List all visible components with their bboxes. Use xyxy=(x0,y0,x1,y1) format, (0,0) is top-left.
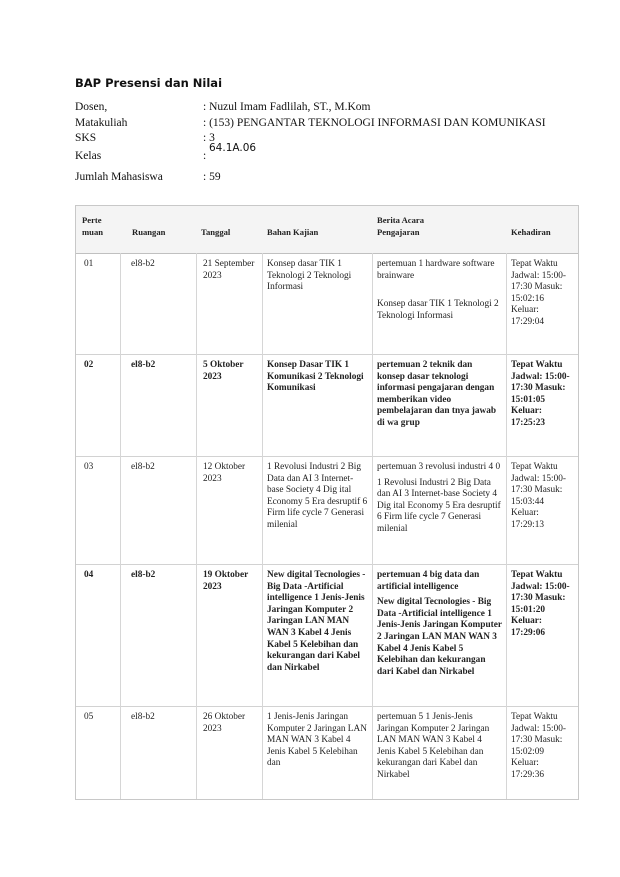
cell-pertemuan: 05 xyxy=(84,712,94,722)
sks-label: SKS xyxy=(75,132,97,144)
table-row xyxy=(76,253,578,355)
table-header xyxy=(76,206,578,254)
dosen-value: : Nuzul Imam Fadlilah, ST., M.Kom xyxy=(203,101,371,113)
cell-berita-acara xyxy=(372,354,506,456)
cell-bahan-kajian: 1 Jenis-Jenis Jaringan Komputer 2 Jaringan LAN MAN WAN 3 Kabel 4 Jenis Kabel 5 Kelebihan dan xyxy=(262,706,372,799)
berita-text: pertemuan 1 hardware software brainware xyxy=(377,259,495,281)
cell-pertemuan: 01 xyxy=(84,259,94,269)
cell-tanggal: 21 September 2023 xyxy=(196,253,262,354)
cell-bahan-kajian: New digital Tecnologies - Big Data -Artificial intelligence 1 Jenis-Jenis Jaringan Komputer 2 Jaringan LAN MAN WAN 3 Kabel 4 Jenis Kabel 5 Kelebihan dan kekurangan dari Kabel dan Nirkabel xyxy=(262,564,372,706)
cell-tanggal: 26 Oktober 2023 xyxy=(196,706,262,799)
header-pertemuan-line1: Perte xyxy=(82,215,102,225)
cell-pertemuan: 04 xyxy=(84,570,94,580)
cell-berita-acara xyxy=(372,706,506,799)
cell-pertemuan: 02 xyxy=(84,360,94,370)
header-bahan-kajian: Bahan Kajian xyxy=(267,227,319,237)
header-pertemuan-line2: muan xyxy=(82,227,104,237)
table-row xyxy=(76,456,578,565)
cell-berita-acara xyxy=(372,564,506,706)
cell-tanggal: 19 Oktober 2023 xyxy=(196,564,262,706)
cell-ruangan: el8-b2 xyxy=(120,456,196,564)
cell-berita-acara xyxy=(372,456,506,564)
header-tanggal: Tanggal xyxy=(201,227,231,237)
cell-bahan-kajian: 1 Revolusi Industri 2 Big Data dan AI 3 Internet-base Society 4 Dig ital Economy 5 Era desruptif 6 Firm life cycle 7 Generasi milenial xyxy=(262,456,372,564)
berita-text-detail: New digital Tecnologies - Big Data -Artificial intelligence 1 Jenis-Jenis Jaringan Komputer 2 Jaringan LAN MAN WAN 3 Kabel 4 Jenis Kabel 5 Kelebihan dan kekurangan dari Kabel dan Nirkabel xyxy=(377,597,502,677)
sks-value: : 3 xyxy=(203,132,215,144)
table-row xyxy=(76,564,578,707)
cell-tanggal: 5 Oktober 2023 xyxy=(196,354,262,456)
kelas-label: Kelas xyxy=(75,150,102,162)
jumlah-value: : 59 xyxy=(203,171,221,183)
cell-berita-acara xyxy=(372,253,506,354)
cell-ruangan: el8-b2 xyxy=(120,253,196,354)
berita-text: pertemuan 5 1 Jenis-Jenis Jaringan Komputer 2 Jaringan LAN MAN WAN 3 Kabel 4 Jenis Kabel 5 Kelebihan dan kekurangan dari Kabel dan Nirkabel xyxy=(377,712,490,780)
berita-text-detail: 1 Revolusi Industri 2 Big Data dan AI 3 Internet-base Society 4 Dig ital Economy 5 Era desruptif 6 Firm life cycle 7 Generasi milenial xyxy=(377,477,501,534)
cell-bahan-kajian: Konsep dasar TIK 1 Teknologi 2 Teknologi Informasi xyxy=(262,253,372,354)
berita-text-detail: Konsep dasar TIK 1 Teknologi 2 Teknologi Informasi xyxy=(377,299,499,321)
table-row xyxy=(76,706,578,799)
jumlah-label: Jumlah Mahasiswa xyxy=(75,171,163,183)
berita-text: pertemuan 3 revolusi industri 4 0 xyxy=(377,462,501,472)
header-ruangan: Ruangan xyxy=(132,227,166,237)
cell-ruangan: el8-b2 xyxy=(120,706,196,799)
berita-text: pertemuan 2 teknik dan konsep dasar teknologi informasi pengajaran dengan memberikan video pembelajaran dan tnya jawab di wa grup xyxy=(377,360,497,428)
header-kehadiran: Kehadiran xyxy=(511,227,551,237)
cell-kehadiran: Tepat Waktu Jadwal: 15:00-17:30 Masuk: 15:02:09 Keluar: 17:29:36 xyxy=(506,706,578,799)
kelas-code: 64.1A.06 xyxy=(209,142,257,154)
presensi-table xyxy=(75,205,579,800)
cell-kehadiran: Tepat Waktu Jadwal: 15:00-17:30 Masuk: 15:03:44 Keluar: 17:29:13 xyxy=(506,456,578,564)
table-row xyxy=(76,354,578,457)
header-berita-line1: Berita Acara xyxy=(377,215,425,225)
kelas-value: : xyxy=(203,150,207,162)
cell-pertemuan: 03 xyxy=(84,462,94,472)
cell-kehadiran: Tepat Waktu Jadwal: 15:00-17:30 Masuk: 15:01:20 Keluar: 17:29:06 xyxy=(506,564,578,706)
cell-kehadiran: Tepat Waktu Jadwal: 15:00-17:30 Masuk: 15:02:16 Keluar: 17:29:04 xyxy=(506,253,578,354)
matakuliah-label: Matakuliah xyxy=(75,117,128,129)
page-title: BAP Presensi dan Nilai xyxy=(75,76,223,90)
cell-ruangan: el8-b2 xyxy=(120,354,196,456)
header-berita-line2: Pengajaran xyxy=(377,227,420,237)
cell-bahan-kajian: Konsep Dasar TIK 1 Komunikasi 2 Teknologi Komunikasi xyxy=(262,354,372,456)
cell-ruangan: el8-b2 xyxy=(120,564,196,706)
dosen-label: Dosen, xyxy=(75,101,108,113)
berita-text: pertemuan 4 big data dan artificial intelligence xyxy=(377,570,480,592)
cell-tanggal: 12 Oktober 2023 xyxy=(196,456,262,564)
cell-kehadiran: Tepat Waktu Jadwal: 15:00-17:30 Masuk: 15:01:05 Keluar: 17:25:23 xyxy=(506,354,578,456)
matakuliah-value: : (153) PENGANTAR TEKNOLOGI INFORMASI DAN KOMUNIKASI xyxy=(203,117,546,129)
